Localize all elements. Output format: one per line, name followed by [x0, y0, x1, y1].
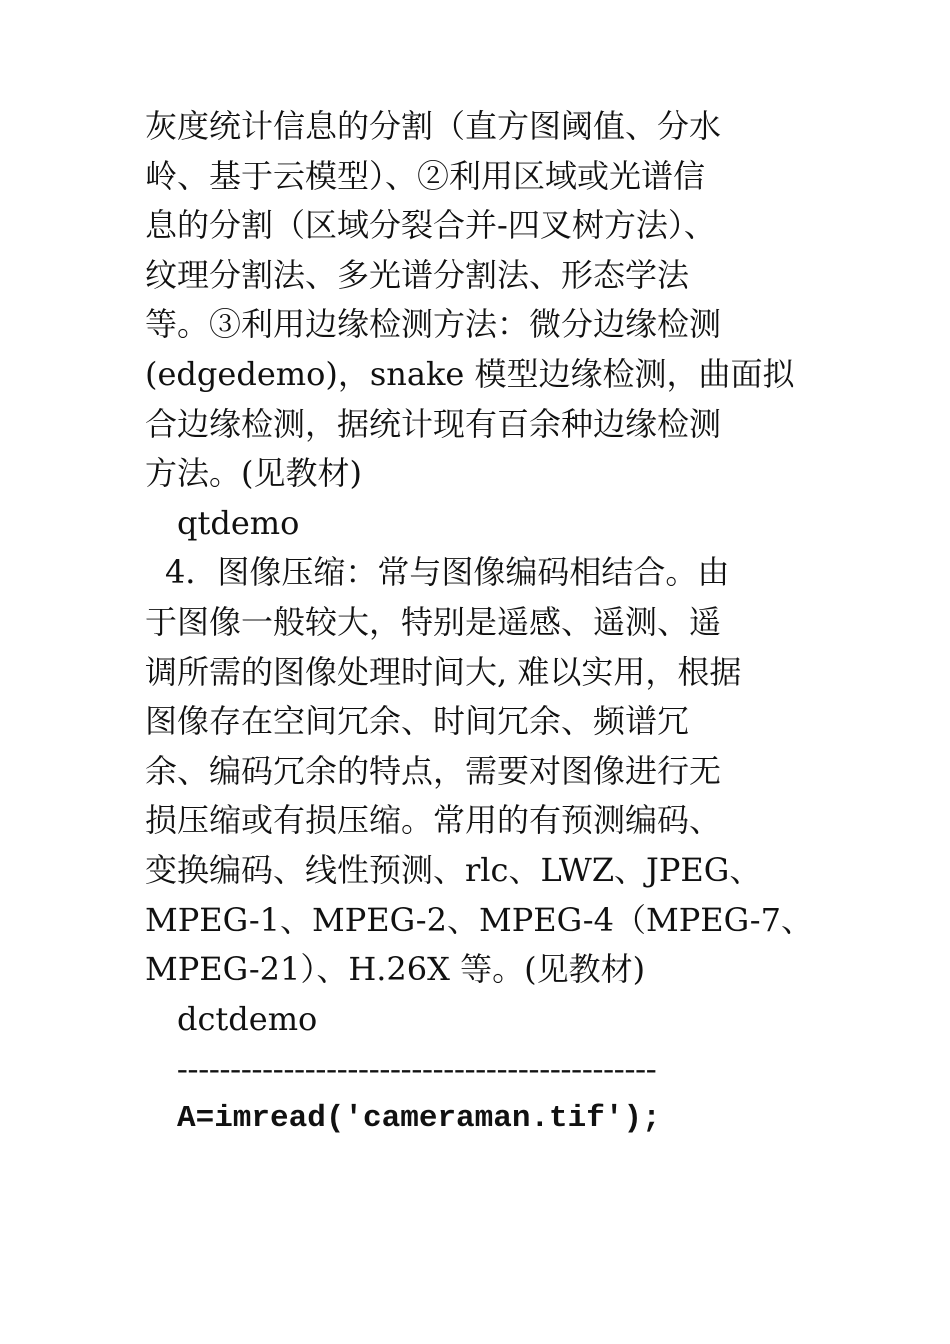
text-line: 变换编码、线性预测、rlc、LWZ、JPEG、 [145, 850, 762, 889]
qtdemo-command: qtdemo [177, 503, 300, 542]
text-line: 4．图像压缩：常与图像编码相结合。由 [165, 553, 730, 592]
text-line: 于图像一般较大，特别是遥感、遥测、遥 [145, 602, 722, 641]
text-line: 方法。(见教材) [145, 454, 362, 493]
text-line: 等。③利用边缘检测方法：微分边缘检测 [145, 305, 722, 344]
text-line: MPEG-1、MPEG-2、MPEG-4（MPEG-7、 [145, 900, 813, 939]
text-line: 调所需的图像处理时间大, 难以实用，根据 [145, 652, 742, 691]
dctdemo-command: dctdemo [177, 999, 318, 1038]
segmentation-paragraph [145, 102, 805, 499]
code-line: A=imread('cameraman.tif'); [177, 1100, 661, 1136]
document-body [145, 102, 813, 1143]
separator-line: --------------------------------------------- [177, 1050, 657, 1087]
text-line: 息的分割（区域分裂合并-四叉树方法）、 [145, 206, 716, 245]
text-line: 合边缘检测，据统计现有百余种边缘检测 [145, 404, 722, 443]
compression-paragraph [145, 548, 813, 994]
text-line: (edgedemo)，snake 模型边缘检测，曲面拟 [145, 354, 795, 393]
text-line: MPEG-21）、H.26X 等。(见教材) [145, 950, 646, 989]
text-line: 纹理分割法、多光谱分割法、形态学法 [145, 255, 690, 294]
text-line: 损压缩或有损压缩。常用的有预测编码、 [145, 801, 722, 840]
text-line: 余、编码冗余的特点，需要对图像进行无 [145, 751, 722, 790]
text-line: 灰度统计信息的分割（直方图阈值、分水 [145, 107, 722, 145]
text-line: 岭、基于云模型）、②利用区域或光谱信 [145, 156, 706, 195]
text-line: 图像存在空间冗余、时间冗余、频谱冗 [145, 702, 690, 741]
